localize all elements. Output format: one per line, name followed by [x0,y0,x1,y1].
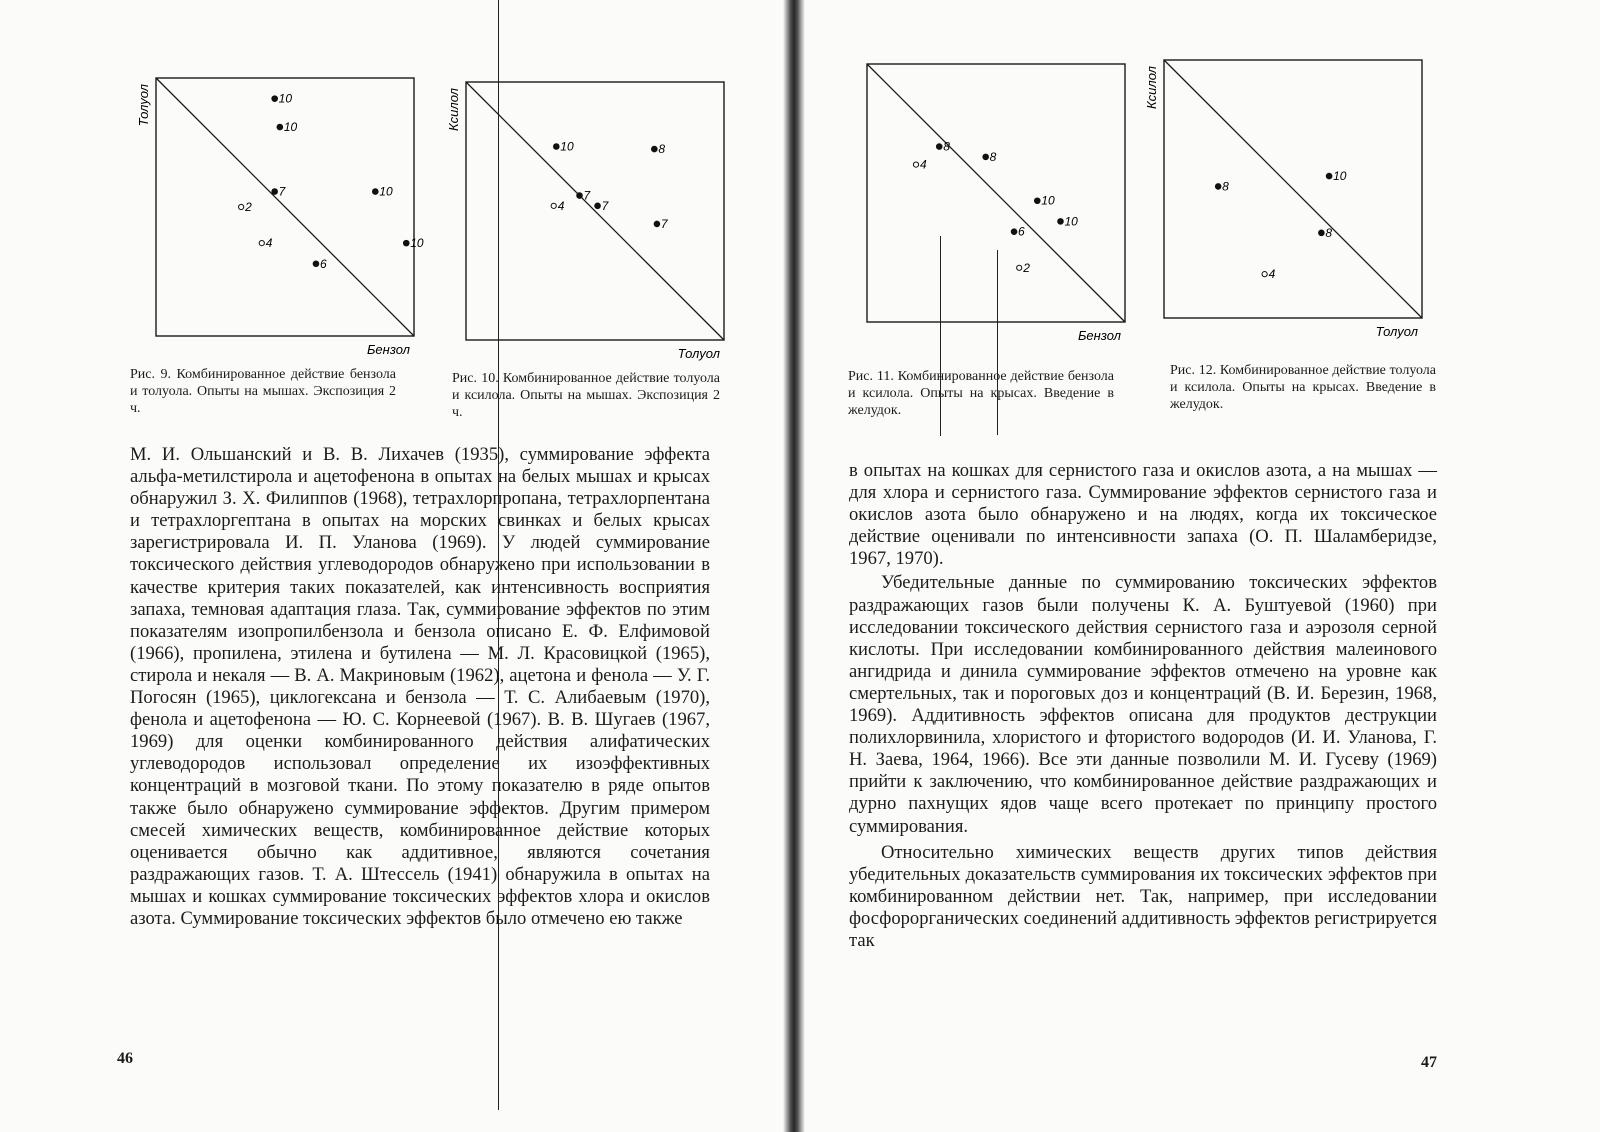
data-point-filled [595,203,601,209]
data-point-label: 7 [583,188,591,203]
data-point-filled [936,144,942,150]
data-point-label: 7 [278,184,286,199]
data-point-label: 10 [283,120,298,135]
isobole-diagonal [466,82,724,340]
figure-11-svg [843,60,1133,350]
data-point-label: 8 [658,142,666,157]
data-point-filled [1326,173,1332,179]
data-point-filled [1011,229,1017,235]
data-point-filled [1319,230,1325,236]
data-point-open [913,162,918,167]
figure-12-plot [1140,56,1430,361]
data-point-filled [554,144,560,150]
data-point-label: 4 [920,157,927,172]
data-point-label: 6 [1018,224,1025,239]
left-page-text [130,444,710,930]
right-page-paragraph-3: Относительно химических веществ других типов действия убедительных доказательств суммирования их токсических эффектов при комбинированном действии нет. Так, например, при исследовании фосфорорганических соединений аддитивность эффектов регистрируется так [849,841,1437,951]
data-point-open [551,203,556,208]
data-point-label: 10 [379,184,393,199]
data-point-label: 7 [660,216,668,231]
figure-12-svg [1140,56,1430,356]
isobole-diagonal [867,64,1125,322]
figure-12-caption: Рис. 12. Комбинированное действие толуола и ксилола. Опыты на крысах. Введение в желудок. [1170,363,1436,412]
data-point-filled [373,189,379,195]
right-page-number: 47 [1421,1054,1437,1071]
data-point-label: 8 [989,149,997,164]
data-point-filled [654,221,660,227]
data-point-label: 4 [1268,267,1276,282]
data-point-label: 8 [1325,225,1333,240]
data-point-label: 10 [1333,169,1347,184]
data-point-filled [1058,219,1064,225]
data-point-filled [577,193,583,199]
y-axis-label: Ксилол [1144,66,1159,109]
data-point-open [239,204,244,209]
figure-9-caption: Рис. 9. Комбинированное действие бензола и толуола. Опыты на мышах. Экспозиция 2 ч. [130,367,396,416]
figure-11-plot [843,60,1133,355]
data-point-label: 4 [557,198,565,213]
figure-9-plot [132,74,422,369]
data-point-filled [277,124,283,130]
data-point-filled [1034,198,1040,204]
y-axis-label: Ксилол [446,88,461,131]
data-point-label: 8 [943,139,950,154]
left-page-paragraph: М. И. Ольшанский и В. В. Лихачев (1935), суммирование эффекта альфа-метилстирола и ацетофенона в опытах на белых мышах и крысах обнаружил З. Х. Филиппов (1968), тетрахлорпропана, тетрахлорпентана и тетрахлоргептана в опытах на морских свинках и белых крысах зарегистрировала И. П. Уланова (1969). У людей суммирование токсического действия углеводородов обнаружено при использовании в качестве критерия таких показателей, как интенсивность восприятия запаха, темновая адаптация глаза. Так, суммирование эффектов по этим показателям изопропилбензола и бензола описано Е. Ф. Елфимовой (1966), пропилена, этилена и бутилена — М. Л. Красовицкой (1965), стирола и некаля — В. А. Макриновым (1962), ацетона и фенола — У. Г. Погосян (1965), циклогексана и бензола — Т. С. Алибаевым (1970), фенола и ацетофенона — Ю. С. Корнеевой (1967). В. В. Шугаев (1967, 1969) для оценки комбинированного действия алифатических углеводородов использовал определение их изоэффективных концентраций в мозговой ткани. По этому показателю в ряде опытов также было обнаружено суммирование эффектов. Другим примером смесей химических веществ, комбинированное действие которых оценивается обычно как аддитивное, являются сочетания раздражающих газов. Т. А. Штессель (1941) обнаружила в опытах на мышах и кошках суммирование токсических эффектов хлора и окислов азота. Суммирование токсических эффектов было отмечено ею также [130,444,710,929]
x-axis-label: Толуол [677,346,720,361]
data-point-label: 2 [1023,260,1030,275]
figure-9-svg [132,74,422,364]
data-point-label: 10 [410,236,424,251]
figure-10-svg [442,78,732,368]
data-point-filled [1215,184,1221,190]
data-point-open [1262,272,1267,277]
data-point-label: 7 [601,198,609,213]
y-axis-label: Толуол [136,84,151,127]
x-axis-label: Толуол [1375,324,1418,339]
figure-10-caption: Рис. 10. Комбинированное действие толуола и ксилола. Опыты на мышах. Экспозиция 2 ч. [452,371,720,420]
right-page-paragraph-1: в опытах на кошках для сернистого газа и окислов азота, а на мышах — для хлора и сернистого газа. Суммирование эффектов сернистого газа и окислов азота было обнаружено и на людях, когда их токсическое действие оценивали по интенсивности запаха (О. П. Шаламберидзе, 1967, 1970). [849,460,1437,570]
x-axis-label: Бензол [1077,328,1121,343]
right-page-paragraph-2: Убедительные данные по суммированию токсических эффектов раздражающих газов были получены К. А. Буштуевой (1960) при исследовании токсического действия сернистого газа и аэрозоля серной кислоты. При исследовании комбинированного действия малеинового ангидрида и динила суммирование эффектов отмечено на уровне как смертельных, так и пороговых доз и концентраций (В. И. Березин, 1968, 1969). Аддитивность эффектов описана для продуктов деструкции полихлорвинила, хлористого и фтористого водородов (И. И. Уланова, Г. Н. Заева, 1964, 1966). Все эти данные позволили М. И. Гусеву (1969) прийти к заключению, что комбинированное действие раздражающих и дурно пахнущих ядов чаще всего протекает по принципу простого суммирования. [849,572,1437,837]
data-point-label: 8 [1222,179,1229,194]
data-point-filled [272,189,278,195]
data-point-filled [313,261,319,267]
data-point-label: 10 [1041,193,1055,208]
data-point-open [259,241,264,246]
isobole-diagonal [1164,60,1422,318]
left-page-number: 46 [117,1050,133,1067]
data-point-label: 6 [319,256,327,271]
data-point-label: 2 [245,200,252,214]
right-page-text [849,460,1437,952]
data-point-label: 10 [278,91,293,106]
data-point-label: 4 [265,236,273,251]
data-point-label: 10 [1064,214,1078,229]
x-axis-label: Бензол [366,342,410,357]
data-point-label: 10 [560,139,574,154]
book-spine-shadow [783,0,805,1132]
data-point-filled [652,146,658,152]
data-point-filled [272,96,278,102]
data-point-filled [983,154,989,160]
figure-10-plot [442,78,732,373]
data-point-filled [403,240,409,246]
isobole-diagonal [156,78,414,336]
data-point-open [1017,265,1022,270]
figure-11-caption: Рис. 11. Комбинированное действие бензола и ксилола. Опыты на крысах. Введение в желудок. [848,369,1114,418]
